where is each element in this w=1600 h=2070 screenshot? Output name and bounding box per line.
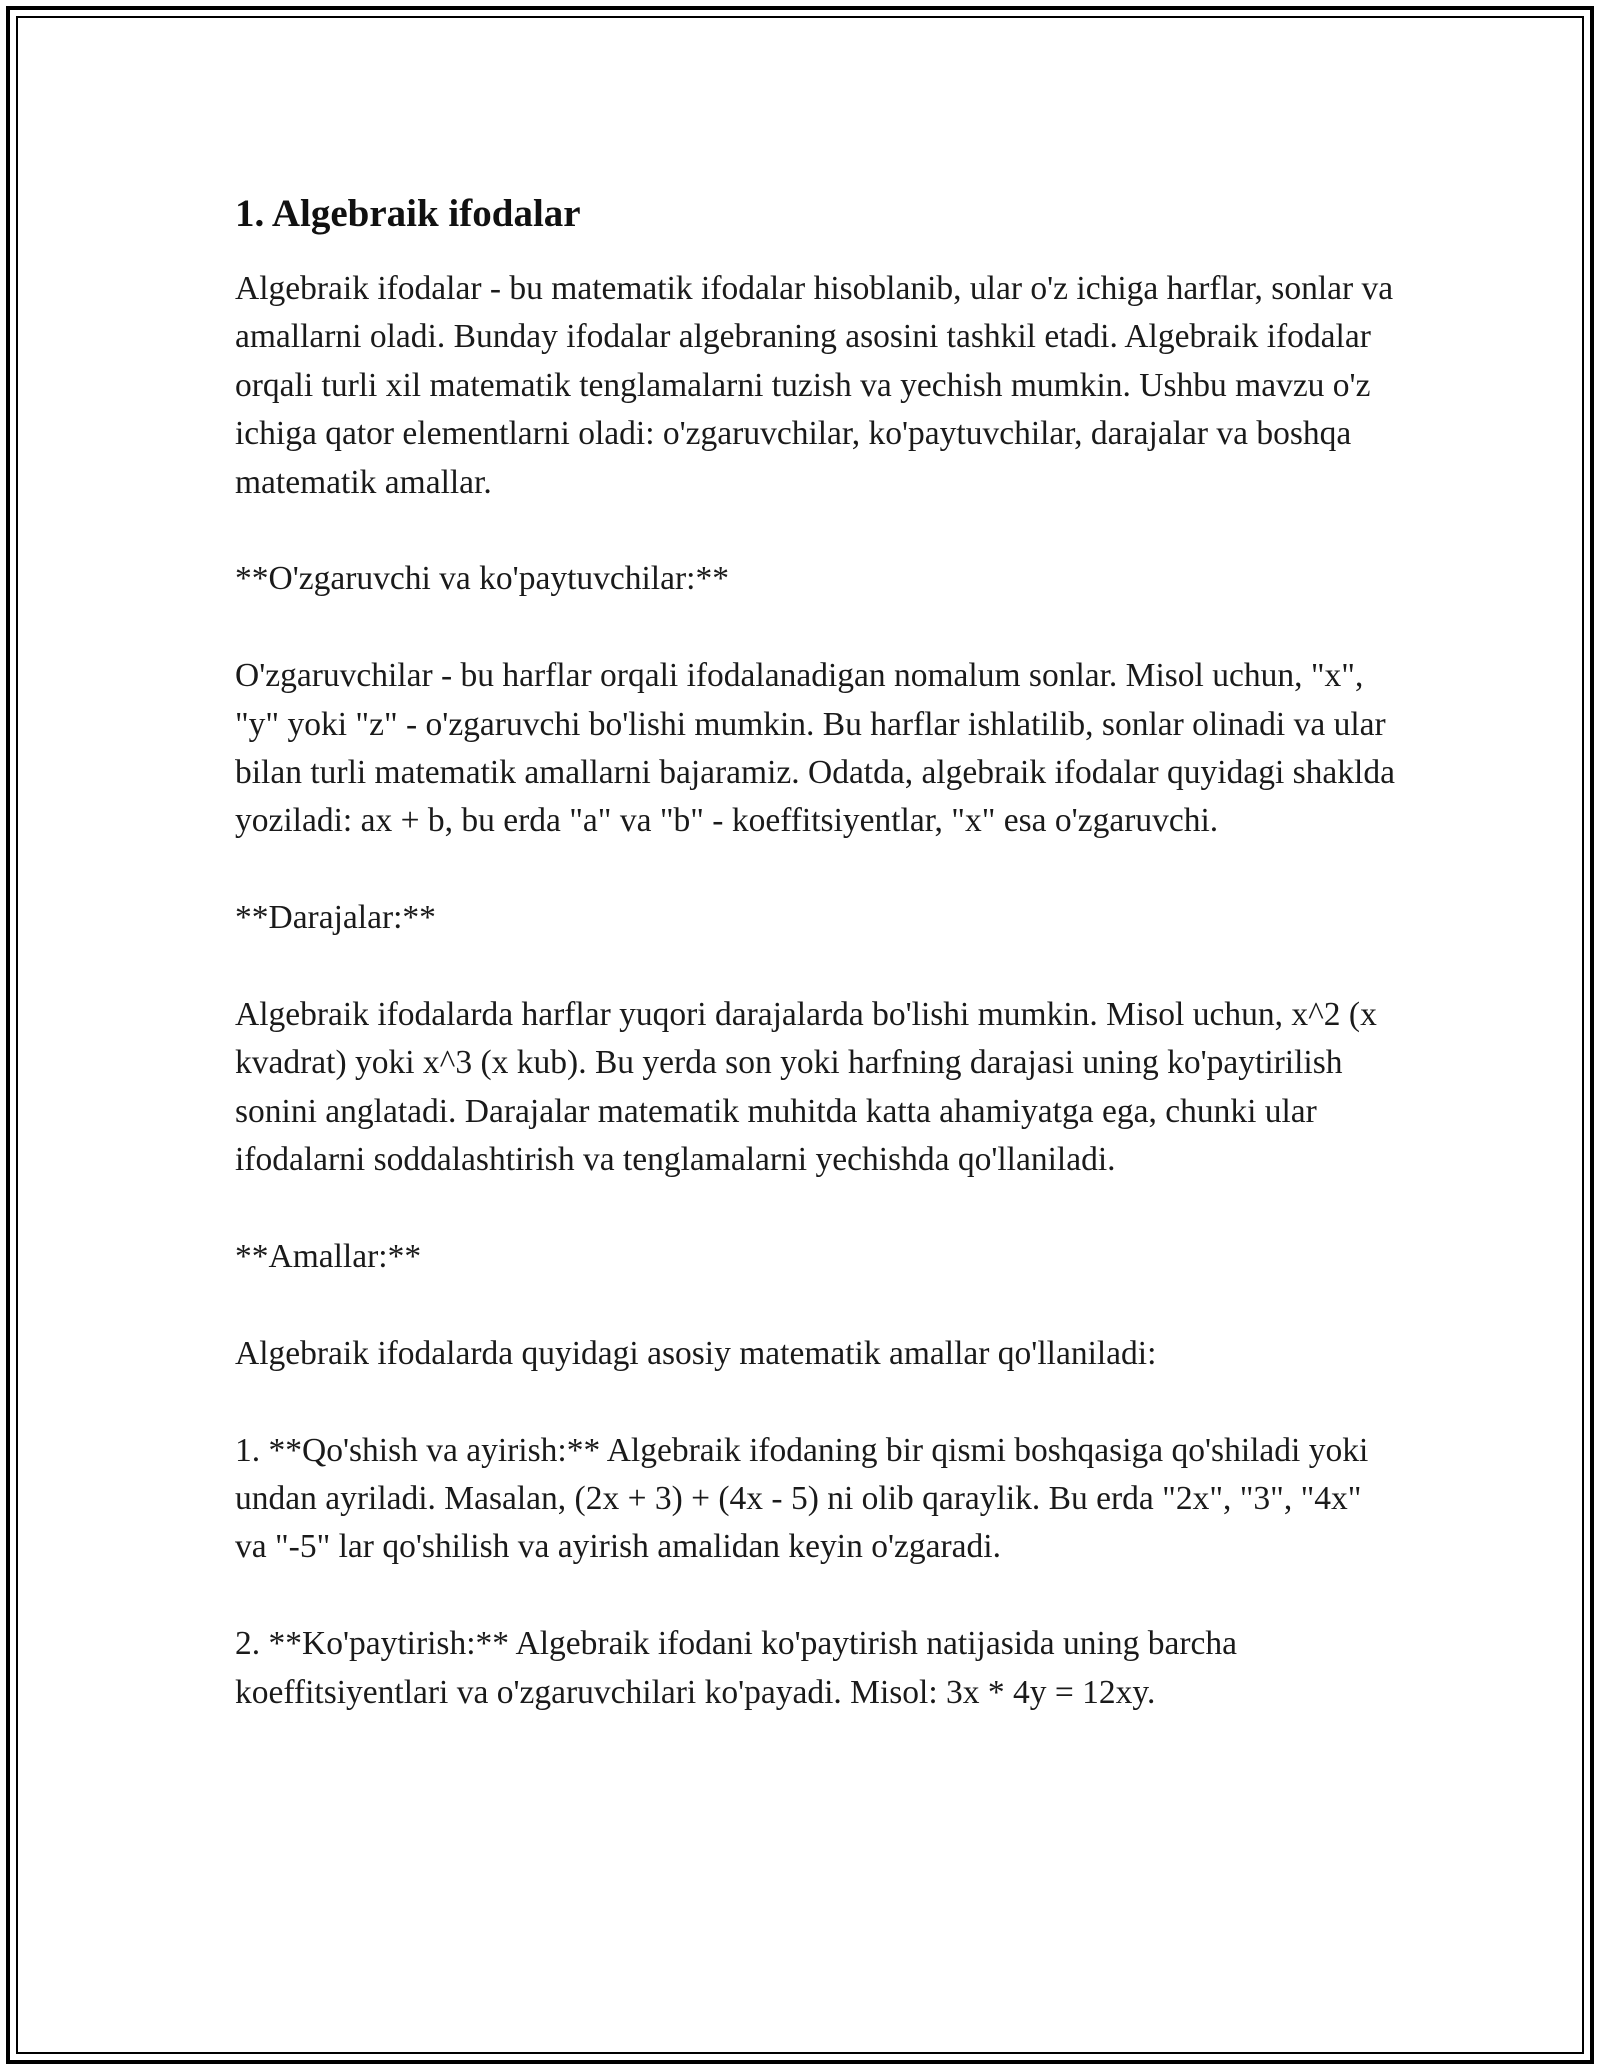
paragraph-heading-operations: **Amallar:** [235,1238,422,1276]
paragraph-heading-variables: **O'zgaruvchi va ko'paytuvchilar:** [235,560,729,598]
document-body [235,185,1395,1765]
paragraph-heading-powers: **Darajalar:** [235,899,436,937]
list-item-multiplication: 2. **Ko'paytirish:** Algebraik ifodani ko'paytirish natijasida uning barcha koeffitsiyentlari va o'zgaruvchilari ko'payadi. Misol: 3x * 4y = 12xy. [235,1625,1237,1711]
paragraph-powers: Algebraik ifodalarda harflar yuqori darajalarda bo'lishi mumkin. Misol uchun, x^2 (x kvadrat) yoki x^3 (x kub). Bu yerda son yoki harfning darajasi uning ko'paytirilish sonini anglatadi. Darajalar matematik muhitda katta ahamiyatga ega, chunki ular ifodalarni soddalashtirish va tenglamalarni yechishda qo'llaniladi. [235,996,1377,1179]
list-item-addition: 1. **Qo'shish va ayirish:** Algebraik ifodaning bir qismi boshqasiga qo'shiladi yoki undan ayriladi. Masalan, (2x + 3) + (4x - 5) ni olib qaraylik. Bu erda "2x", "3", "4x" va "-5" lar qo'shilish va ayirish amalidan keyin o'zgaradi. [235,1431,1369,1566]
paragraph-intro: Algebraik ifodalar - bu matematik ifodalar hisoblanib, ular o'z ichiga harflar, sonlar va amallarni oladi. Bunday ifodalar algebraning asosini tashkil etadi. Algebraik ifodalar orqali turli xil matematik tenglamalarni tuzish va yechish mumkin. Ushbu mavzu o'z ichiga qator elementlarni oladi: o'zgaruvchilar, ko'paytuvchilar, darajalar va boshqa matematik amallar. [235,270,1394,501]
paragraph-operations-intro: Algebraik ifodalarda quyidagi asosiy matematik amallar qo'llaniladi: [235,1334,1157,1372]
paragraph-variables: O'zgaruvchilar - bu harflar orqali ifodalanadigan nomalum sonlar. Misol uchun, "x", "y" yoki "z" - o'zgaruvchi bo'lishi mumkin. Bu harflar ishlatilib, sonlar olinadi va ular bilan turli matematik amallarni bajaramiz. Odatda, algebraik ifodalar quyidagi shaklda yoziladi: ax + b, bu erda "a" va "b" - koeffitsiyentlar, "x" esa o'zgaruvchi. [235,657,1395,840]
section-title: 1. Algebraik ifodalar [235,192,581,235]
